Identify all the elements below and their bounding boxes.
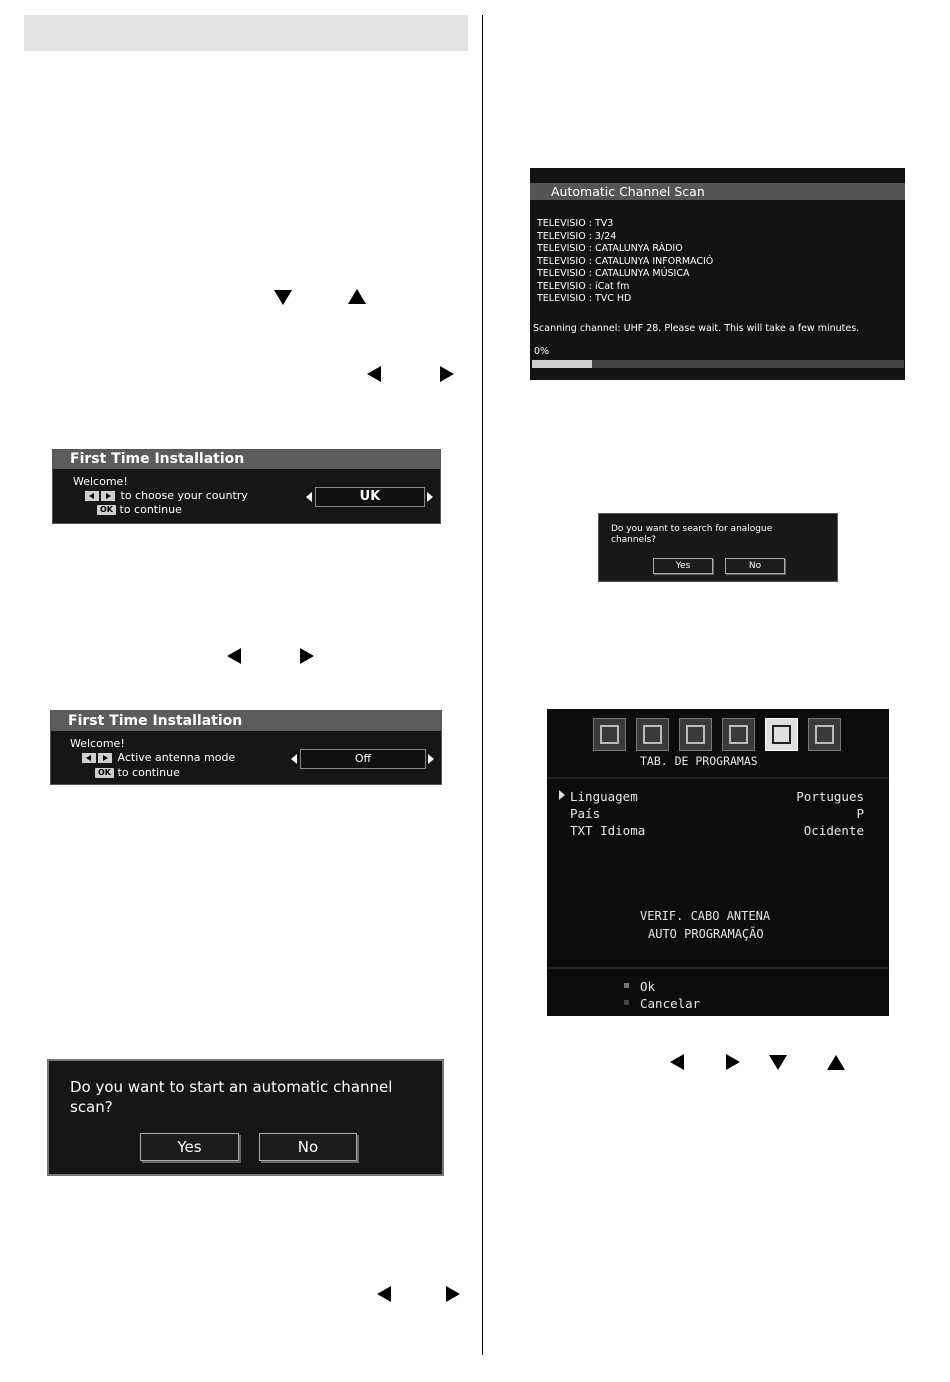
- no-button[interactable]: No: [725, 558, 785, 574]
- row-label[interactable]: País: [570, 806, 601, 821]
- scan-title: Automatic Channel Scan: [530, 183, 905, 200]
- channel-item: TELEVISIO : CATALUNYA INFORMACIÓ: [537, 255, 714, 267]
- arrow-right-icon: [440, 366, 454, 382]
- arrow-down-icon: [274, 290, 292, 305]
- row-value[interactable]: Ocidente: [803, 823, 864, 838]
- progress-fill: [532, 360, 592, 368]
- channel-item: TELEVISIO : iCat fm: [537, 280, 630, 292]
- question-line-2: channels?: [611, 535, 657, 545]
- analogue-dialog: [598, 513, 838, 582]
- arrow-right-icon: [726, 1054, 740, 1070]
- arrow-left-icon: [670, 1054, 684, 1070]
- progress-track: [532, 360, 904, 368]
- section-header-bar: [24, 15, 468, 51]
- select-next-icon[interactable]: [428, 754, 434, 764]
- scan-status: Scanning channel: UHF 28. Please wait. This will take a few minutes.: [533, 323, 860, 334]
- ok-key-icon: OK: [95, 768, 114, 778]
- progress-label: 0%: [534, 346, 550, 357]
- welcome-text: Welcome!: [70, 737, 125, 750]
- hint-continue-text: to continue: [117, 766, 180, 779]
- music-icon[interactable]: [636, 718, 669, 751]
- arrow-left-icon: [377, 1286, 391, 1302]
- menu-title: TAB. DE PROGRAMAS: [640, 754, 758, 768]
- country-hint: [85, 489, 248, 502]
- yes-button[interactable]: Yes: [653, 558, 713, 574]
- select-prev-icon[interactable]: [306, 492, 312, 502]
- row-value[interactable]: P: [856, 806, 864, 821]
- ok-option[interactable]: Ok: [640, 979, 656, 994]
- bullet-icon: [624, 1000, 629, 1005]
- channel-item: TELEVISIO : CATALUNYA RÀDIO: [537, 243, 683, 254]
- menu-separator: [547, 967, 889, 969]
- channel-item: TELEVISIO : TV3: [537, 218, 614, 229]
- question-line-1: Do you want to search for analogue: [611, 524, 773, 534]
- continue-hint: [97, 503, 182, 516]
- yes-button[interactable]: Yes: [140, 1133, 239, 1161]
- column-divider: [482, 15, 483, 1355]
- question-line-1: Do you want to start an automatic channel: [70, 1078, 393, 1096]
- antenna-select[interactable]: Off: [300, 749, 426, 769]
- dialog-title: First Time Installation: [53, 450, 440, 469]
- arrow-up-icon: [348, 289, 366, 304]
- continue-hint: [95, 766, 180, 779]
- channel-scan-panel: [530, 168, 905, 380]
- arrow-down-icon: [769, 1055, 787, 1070]
- question-line-2: scan?: [70, 1098, 113, 1116]
- hint-choose-text: to choose your country: [120, 489, 248, 502]
- ok-key-icon: OK: [97, 505, 116, 515]
- hint-mode-text: Active antenna mode: [117, 751, 236, 764]
- no-button[interactable]: No: [259, 1133, 357, 1161]
- select-prev-icon[interactable]: [291, 754, 297, 764]
- photo-icon[interactable]: [593, 718, 626, 751]
- antenna-dialog: [50, 710, 442, 785]
- notice-line-2: AUTO PROGRAMAÇÃO: [648, 927, 764, 941]
- arrow-left-icon: [367, 366, 381, 382]
- country-dialog: [52, 449, 441, 524]
- list-icon[interactable]: [765, 718, 798, 751]
- channel-item: TELEVISIO : CATALUNYA MÚSICA: [537, 268, 690, 279]
- menu-separator: [547, 777, 889, 779]
- row-label[interactable]: Linguagem: [570, 789, 638, 804]
- right-key-icon: [98, 753, 112, 763]
- cancel-option[interactable]: Cancelar: [640, 996, 701, 1011]
- auto-scan-dialog: [47, 1059, 444, 1176]
- row-value[interactable]: Portugues: [796, 789, 864, 804]
- arrow-right-icon: [446, 1286, 460, 1302]
- row-label[interactable]: TXT Idioma: [570, 823, 646, 838]
- arrow-up-icon: [827, 1055, 845, 1070]
- right-key-icon: [101, 491, 115, 501]
- program-table-menu: [547, 709, 889, 1016]
- arrow-left-icon: [227, 648, 241, 664]
- sound-icon[interactable]: [722, 718, 755, 751]
- hint-continue-text: to continue: [119, 503, 182, 516]
- country-select[interactable]: UK: [315, 487, 425, 507]
- antenna-hint: [82, 751, 235, 764]
- left-key-icon: [85, 491, 99, 501]
- selection-pointer-icon: [559, 790, 565, 800]
- left-key-icon: [82, 753, 96, 763]
- channel-item: TELEVISIO : 3/24: [537, 230, 617, 242]
- select-next-icon[interactable]: [427, 492, 433, 502]
- satellite-icon[interactable]: [808, 718, 841, 751]
- bullet-icon: [624, 983, 629, 988]
- arrow-right-icon: [300, 648, 314, 664]
- welcome-text: Welcome!: [73, 475, 128, 488]
- channel-item: TELEVISIO : TVC HD: [537, 293, 632, 304]
- picture-icon[interactable]: [679, 718, 712, 751]
- notice-line-1: VERIF. CABO ANTENA: [640, 909, 771, 923]
- dialog-title: First Time Installation: [51, 711, 441, 731]
